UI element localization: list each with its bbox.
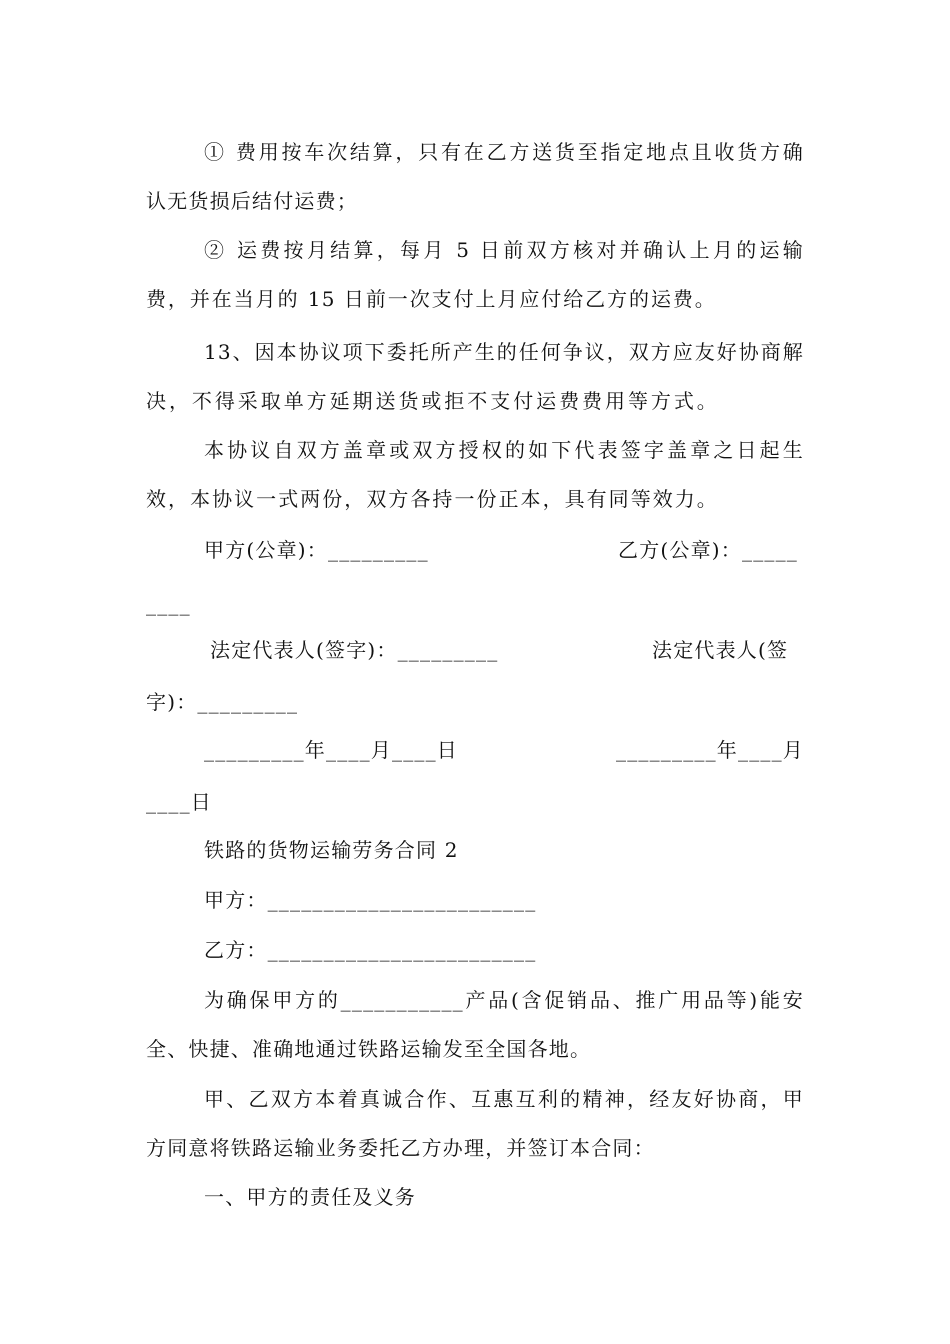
party-b-representative-continued: 字)：_________ (146, 690, 299, 714)
party-a-field: 甲方：________________________ (204, 888, 537, 912)
paragraph-line: 甲、乙双方本着真诚合作、互惠互利的精神，经友好协商，甲 (204, 1087, 804, 1111)
paragraph-line: ① 费用按车次结算，只有在乙方送货至指定地点且收货方确 (204, 140, 804, 164)
paragraph-line: 方同意将铁路运输业务委托乙方办理，并签订本合同： (146, 1136, 655, 1160)
party-a-seal: 甲方(公章)：_________ (204, 538, 429, 562)
party-b-date: _________年____月 (616, 738, 804, 762)
party-a-date: _________年____月____日 (204, 738, 458, 762)
paragraph-line: 效，本协议一式两份，双方各持一份正本，具有同等效力。 (146, 487, 718, 511)
party-b-seal-continued: ____ (146, 592, 191, 616)
party-b-field: 乙方：________________________ (204, 938, 537, 962)
party-b-representative: 法定代表人(签 (652, 638, 789, 662)
paragraph-line: 决，不得采取单方延期送货或拒不支付运费费用等方式。 (146, 389, 718, 413)
section-heading: 一、甲方的责任及义务 (204, 1185, 416, 1209)
party-b-seal: 乙方(公章)：_____ (618, 538, 799, 562)
paragraph-line: 认无货损后结付运费； (146, 189, 358, 213)
paragraph-line: 全、快捷、准确地通过铁路运输发至全国各地。 (146, 1037, 592, 1061)
paragraph-line: ② 运费按月结算，每月 5 日前双方核对并确认上月的运输 (204, 238, 804, 262)
paragraph-line: 本协议自双方盖章或双方授权的如下代表签字盖章之日起生 (204, 438, 804, 462)
contract-title: 铁路的货物运输劳务合同 2 (204, 838, 459, 862)
paragraph-line: 费，并在当月的 15 日前一次支付上月应付给乙方的运费。 (146, 287, 716, 311)
party-b-date-continued: ____日 (146, 790, 212, 814)
paragraph-line: 为确保甲方的___________产品(含促销品、推广用品等)能安 (204, 988, 804, 1012)
paragraph-line: 13、因本协议项下委托所产生的任何争议，双方应友好协商解 (204, 340, 804, 364)
party-a-representative: 法定代表人(签字)：_________ (210, 638, 499, 662)
